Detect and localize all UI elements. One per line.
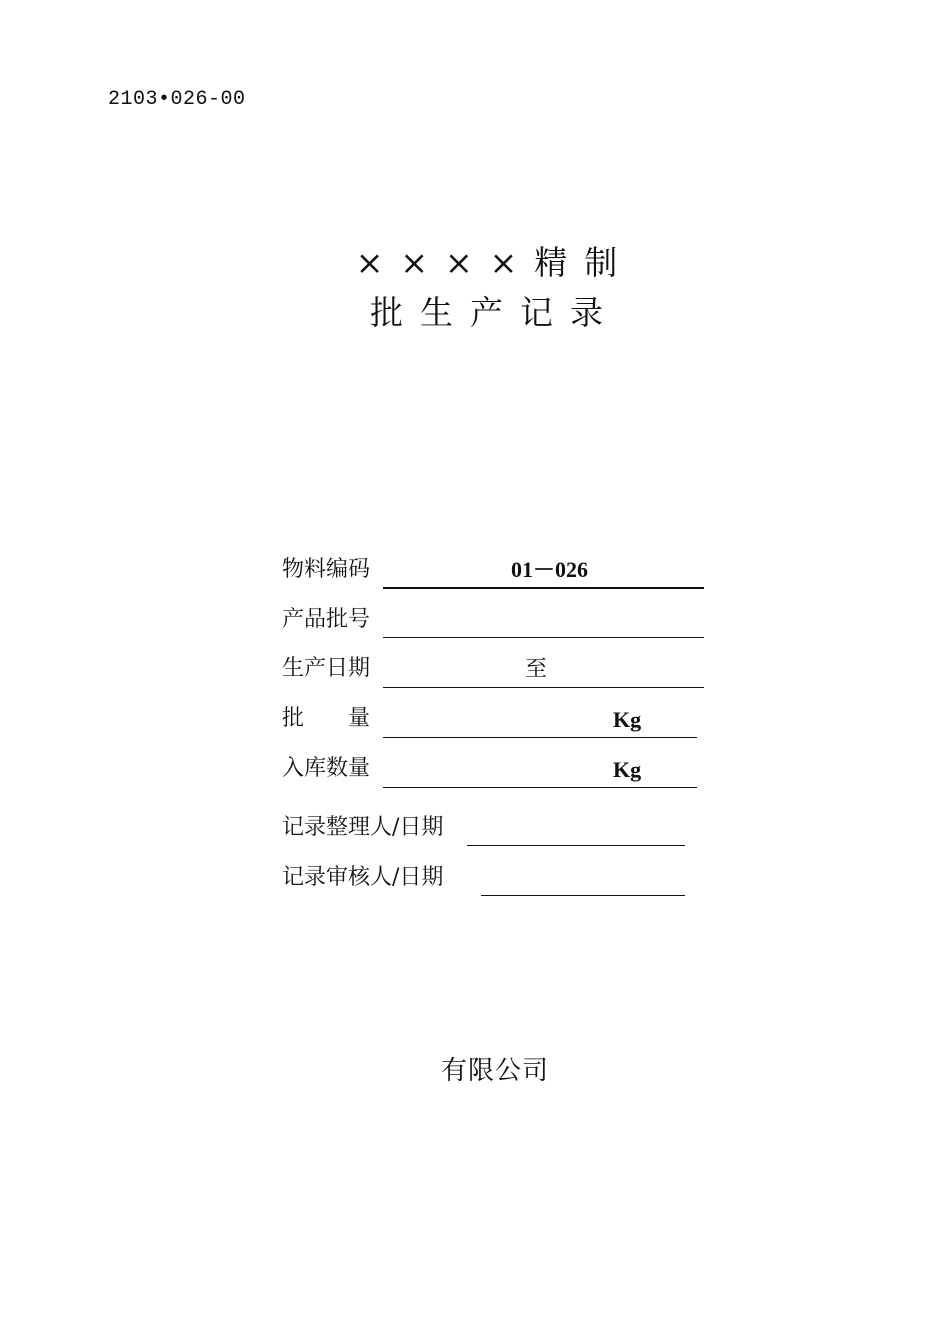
batch-number-label: 产品批号 [282,607,371,632]
document-title: ××××精制 [355,243,635,282]
material-code-label: 物料编码 [282,557,371,582]
document-code: 2103•026-00 [108,88,246,111]
record-organizer-label: 记录整理人/日期 [282,815,444,840]
production-date-line [383,687,704,688]
production-date-separator: 至 [525,656,548,681]
storage-quantity-line [383,787,697,788]
record-reviewer-label: 记录审核人/日期 [282,865,444,890]
batch-number-line [383,637,704,638]
batch-size-label: 批 量 [282,706,371,731]
batch-size-line [383,737,697,738]
record-reviewer-line [481,895,685,896]
storage-quantity-unit: Kg [613,757,642,782]
company-name: 有限公司 [440,1056,549,1086]
storage-quantity-label: 入库数量 [282,756,371,781]
material-code-line [383,587,704,589]
document-subtitle: 批生产记录 [370,293,620,332]
batch-size-unit: Kg [613,707,642,732]
material-code-value: 01－026 [511,557,589,582]
production-date-label: 生产日期 [282,656,371,681]
record-organizer-line [467,845,685,846]
